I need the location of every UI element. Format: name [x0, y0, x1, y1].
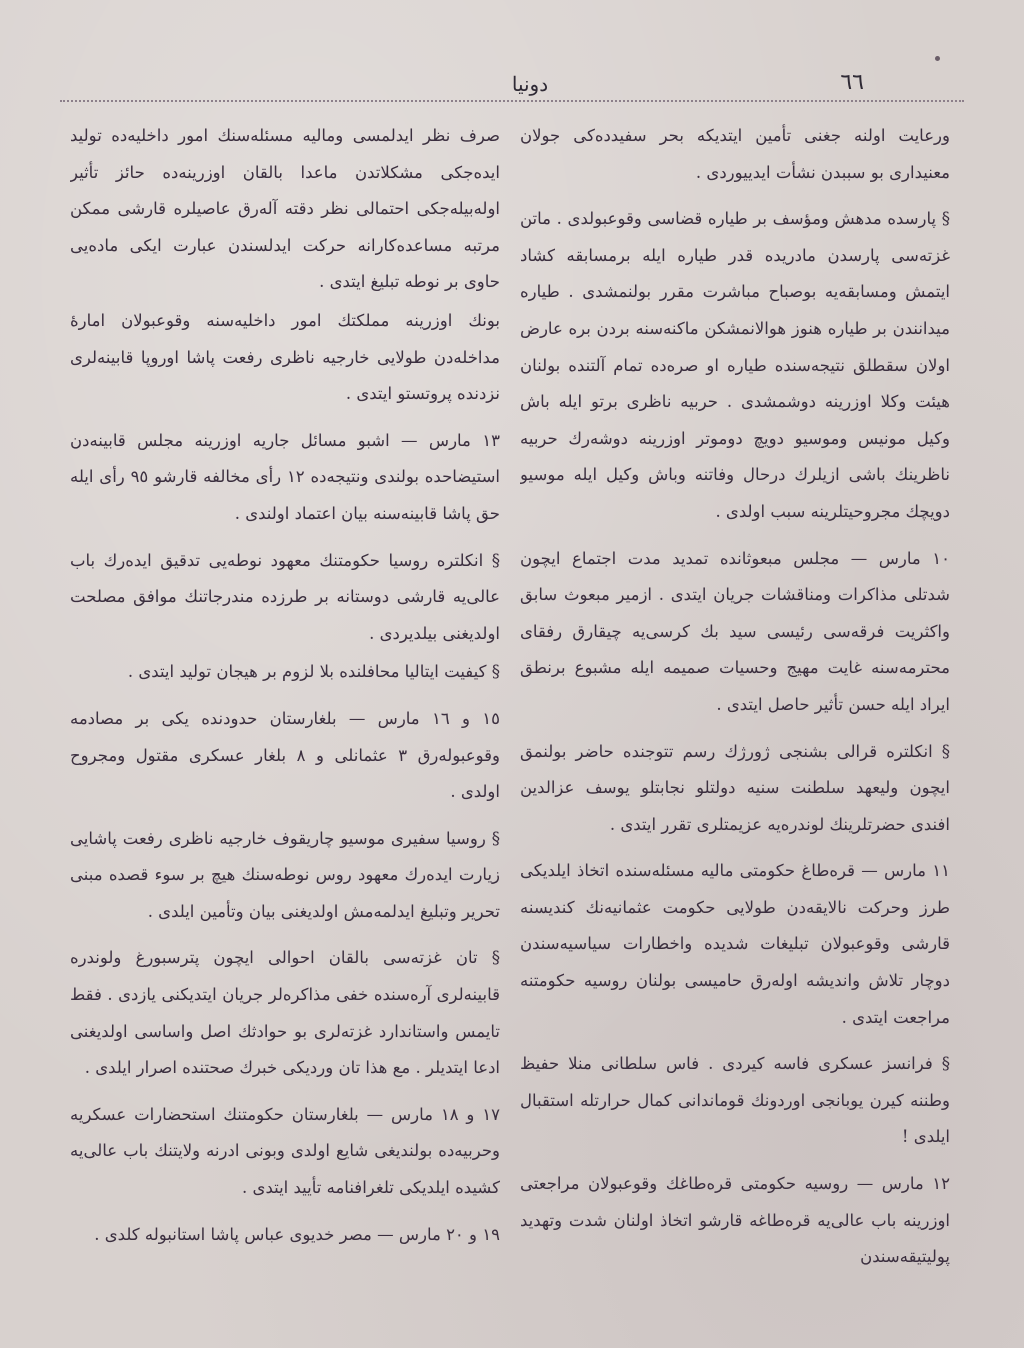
paragraph: بونك اوزرینه مملکتك امور داخلیه‌سنه وقوعبولان امارهٔ مداخله‌دن طولایی خارجیه ناظری رفعت پاشا اوروپا قابینه‌لری نزدنده پروتستو ایتدی . — [70, 310, 500, 404]
dated-entry: ١١ مارس — قره‌طاغ حکومتی مالیه مسئله‌سنده اتخاذ ایلدیکی طرز وحرکت نالایقه‌دن طولایی حکومت عثمانیه‌نك کندیسنه قارشی وقوعبولان تبلیغات شدیده واخطارات سیاسیه‌سندن دوچار تلاش واندیشه اوله‌رق حامیسی بولنان روسیه حکومتنه مراجعت ایتدی . — [520, 861, 950, 1027]
paragraph: § روسیا سفیری موسیو چاریقوف خارجیه ناظری رفعت پاشایی زیارت ایده‌رك معهود روس نوطه‌سنك هیچ بر سوء قصده مبنی تحریر وتبلیغ ایدلمه‌مش اولدیغنی بیان وتأمین ایلدی . — [70, 828, 500, 921]
paragraph: § فرانسز عسکری فاسه کیردی . فاس سلطانی منلا حفیظ وطننه کیرن یوبانجی اوردونك قوماندانی کمال حرارتله استقبال ایلدی ! — [520, 1054, 950, 1147]
dated-entry: ١٣ مارس — اشبو مسائل جاریه اوزرینه مجلس قابینه‌دن استیضاحده بولندی ونتیجه‌ده ١٢ رأی مخالفه قارشو ٩٥ رأی ایله حق پاشا قابینه‌سنه بیان اعتماد اولندی . — [70, 430, 500, 523]
right-column — [520, 118, 950, 1318]
paragraph: صرف نظر ایدلمسی ومالیه مسئله‌سنك امور داخلیه‌ده تولید ایده‌جکی مشکلاتدن ماعدا بالقان اوزرینه‌ده حائز تأثیر اوله‌بیله‌جکی احتمالی نظر دقته آله‌رق عاصیلره قارشی ممکن مرتبه مساعده‌کارانه حرکت ایدلسندن عبارت ایکی ماده‌یی حاوی بر نوطه تبلیغ ایتدی . — [70, 126, 500, 292]
dated-entry: ١٩ و ٢٠ مارس — مصر خدیوی عباس پاشا استانبوله کلدی . — [94, 1224, 500, 1244]
paragraph: § پارسده مدهش ومؤسف بر طیاره قضاسی وقوعبولدی . ماتن غزته‌سی پارسدن مادریده قدر طیاره ایله برمسابقه کشاد ایتمش ومسابقه‌یه بوصباح مباشرت مقرر بولنمشدی . طیاره میدانندن بر طیاره هنوز هوالانمشکن ماکنه‌سنه بردن بره عارض اولان سقطلق نتیجه‌سنده طیاره او صره‌ده تمام آلتنده بولنان هیئت وکلا اوزرینه دوشمشدی . حربیه ناظری برتو ایله باش وکیل مونیس وموسیو دویچ دوموتر اوزرینه دوشه‌رك حربیه ناظرینك باشی ازیلرك درحال وفاتنه وباش وکیل ایله موسیو دویچك مجروحیتلرینه سبب اولدی . — [520, 209, 950, 521]
paragraph: § کیفیت ایتالیا محافلنده بلا لزوم بر هیجان تولید ایتدی . — [127, 662, 500, 682]
page-number: ٦٦ — [840, 70, 864, 95]
paragraph: ورعایت اولنه جغنی تأمین ایتدیکه بحر سفیدده‌کی جولان معنیداری بو سببدن نشأت ایدییوردی . — [520, 126, 950, 182]
header-rule — [60, 100, 964, 102]
running-title: دونیا — [511, 72, 549, 96]
paragraph: § تان غزته‌سی بالقان احوالی ایچون پترسبورغ ولوندره قابینه‌لری آره‌سنده خفی مذاکره‌لر جریان ایتدیکنی یازدی . فقط تایمس واستاندارد غزته‌لری بو حوادثك اصل واساسی اولدیغنی ادعا ایتدیلر . مع هذا تان وردیکی خبرك صحتنده اصرار ایلدی . — [70, 948, 500, 1078]
left-column — [70, 118, 500, 1318]
paragraph: § انکلتره روسیا حکومتنك معهود نوطه‌یی تدقیق ایده‌رك باب عالی‌یه قارشی دوستانه بر طرزده مندرجاتنك موافق مصلحت اولدیغنی بیلدیردی . — [70, 550, 500, 643]
page-header — [60, 60, 964, 104]
dated-entry: ١٠ مارس — مجلس مبعوثانده تمدید مدت اجتماع ایچون شدتلی مذاکرات ومناقشات جریان ایتدی . ازمیر مبعوث سابق واکثریت فرقه‌سی رئیسی سید بك کرسی‌یه چیقارق رفقای محترمه‌سنه غایت مهیج وحسیات صمیمه ایله مشبوع برنطق ایراد ایله حسن تأثیر حاصل ایتدی . — [520, 548, 950, 714]
dated-entry: ١٥ و ١٦ مارس — بلغارستان حدودنده یکی بر مصادمه وقوعبوله‌رق ٣ عثمانلی و ٨ بلغار عسکری مقتول ومجروح اولدی . — [70, 708, 500, 802]
dated-entry: ١٢ مارس — روسیه حکومتی قره‌طاغك وقوعبولان مراجعتی اوزرینه باب عالی‌یه قره‌طاغه قارشو اتخاذ اولنان شدت وتهدید پولیتیقه‌سندن — [520, 1174, 950, 1267]
paragraph: § انکلتره قرالی بشنجی ژورژك رسم تتوجنده حاضر بولنمق ایچون ولیعهد سلطنت سنیه دولتلو نجابتلو یوسف عزالدین افندی حضرتلرینك لوندره‌یه عزیمتلری تقرر ایتدی . — [520, 741, 950, 834]
dated-entry: ١٧ و ١٨ مارس — بلغارستان حکومتنك استحضارات عسکریه وحربیه‌ده بولندیغی شایع اولدی وبونی ادرنه ولایتنك باب عالی‌یه کشیده ایلدیکی تلغرافنامه تأیید ایتدی . — [70, 1104, 500, 1198]
